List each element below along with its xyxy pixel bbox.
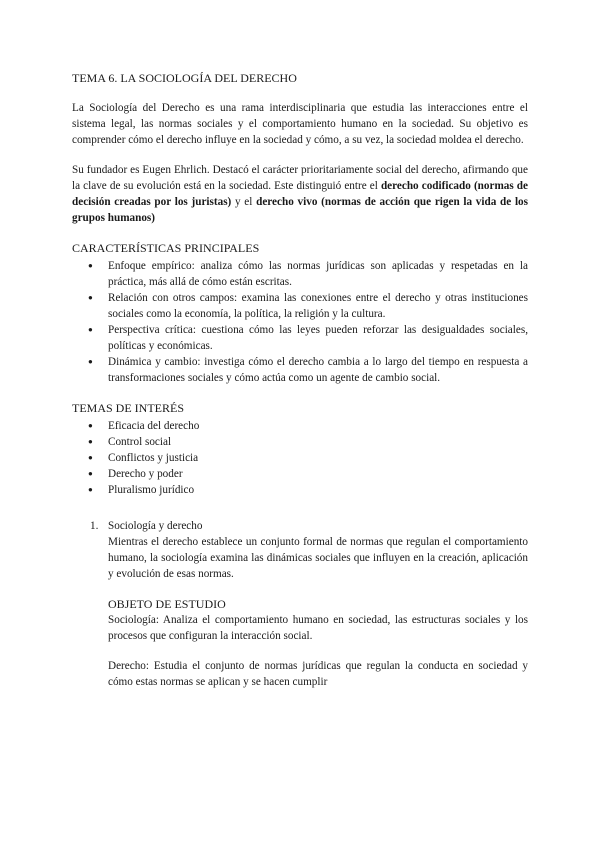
list-item: ● Dinámica y cambio: investiga cómo el derecho cambia a lo largo del tiempo en respuesta a transformaciones sociales y cómo actúa como un agente de cambio social. (108, 354, 528, 386)
section-1-number: 1. (90, 520, 99, 532)
list-item: ● Perspectiva crítica: cuestiona cómo las leyes pueden reforzar las desigualdades sociales, políticas y económicas. (108, 322, 528, 354)
section-1-body: Mientras el derecho establece un conjunto formal de normas que regulan el comportamiento humano, la sociología examina las dinámicas sociales que influyen en la creación, aplicación y evolución de esas normas. (108, 536, 528, 580)
object-of-study-heading: OBJETO DE ESTUDIO (108, 597, 226, 611)
founder-text-mid: y el (231, 196, 257, 208)
list-item: ● Derecho y poder (108, 466, 528, 482)
topics-heading: TEMAS DE INTERÉS (72, 401, 184, 415)
section-1-title: Sociología y derecho (108, 520, 203, 532)
intro-paragraph: La Sociología del Derecho es una rama interdisciplinaria que estudia las interacciones entre el sistema legal, las normas sociales y el comportamiento humano en la sociedad. Su objetivo es comprender cómo el derecho influye en la sociedad y cómo, a su vez, la sociedad moldea el derecho. (72, 102, 528, 146)
founder-text-before: Su fundador es Eugen Ehrlich. Destacó el carácter prioritariamente social del derecho, afirmando que la clave de su evolución está en la sociedad. Este distinguió entre el (72, 164, 528, 192)
list-item: ● Eficacia del derecho (108, 418, 528, 434)
characteristics-heading: CARACTERÍSTICAS PRINCIPALES (72, 241, 260, 255)
list-item: ● Enfoque empírico: analiza cómo las normas jurídicas son aplicadas y respetadas en la práctica, más allá de cómo están escritas. (108, 258, 528, 290)
founder-bold-codified: derecho codificado (normas de decisión creadas por los juristas) (72, 180, 528, 208)
list-item: ● Conflictos y justicia (108, 450, 528, 466)
characteristics-list (72, 258, 528, 386)
founder-bold-living: derecho vivo (normas de acción que rigen la vida de los grupos humanos) (72, 196, 529, 224)
topics-list (72, 418, 528, 498)
list-item: ● Relación con otros campos: examina las conexiones entre el derecho y otras instituciones sociales como la economía, la política, la religión y la cultura. (108, 290, 528, 322)
law-definition: Derecho: Estudia el conjunto de normas jurídicas que regulan la conducta en sociedad y cómo estas normas se aplican y se hacen cumplir (108, 660, 528, 688)
list-item: ● Control social (108, 434, 528, 450)
list-item: ● Pluralismo jurídico (108, 482, 528, 498)
section-1 (72, 518, 528, 690)
sociology-definition: Sociología: Analiza el comportamiento humano en sociedad, las estructuras sociales y los procesos que configuran la interacción social. (108, 614, 528, 642)
page-title: TEMA 6. LA SOCIOLOGÍA DEL DERECHO (72, 71, 297, 85)
founder-paragraph (72, 162, 528, 226)
